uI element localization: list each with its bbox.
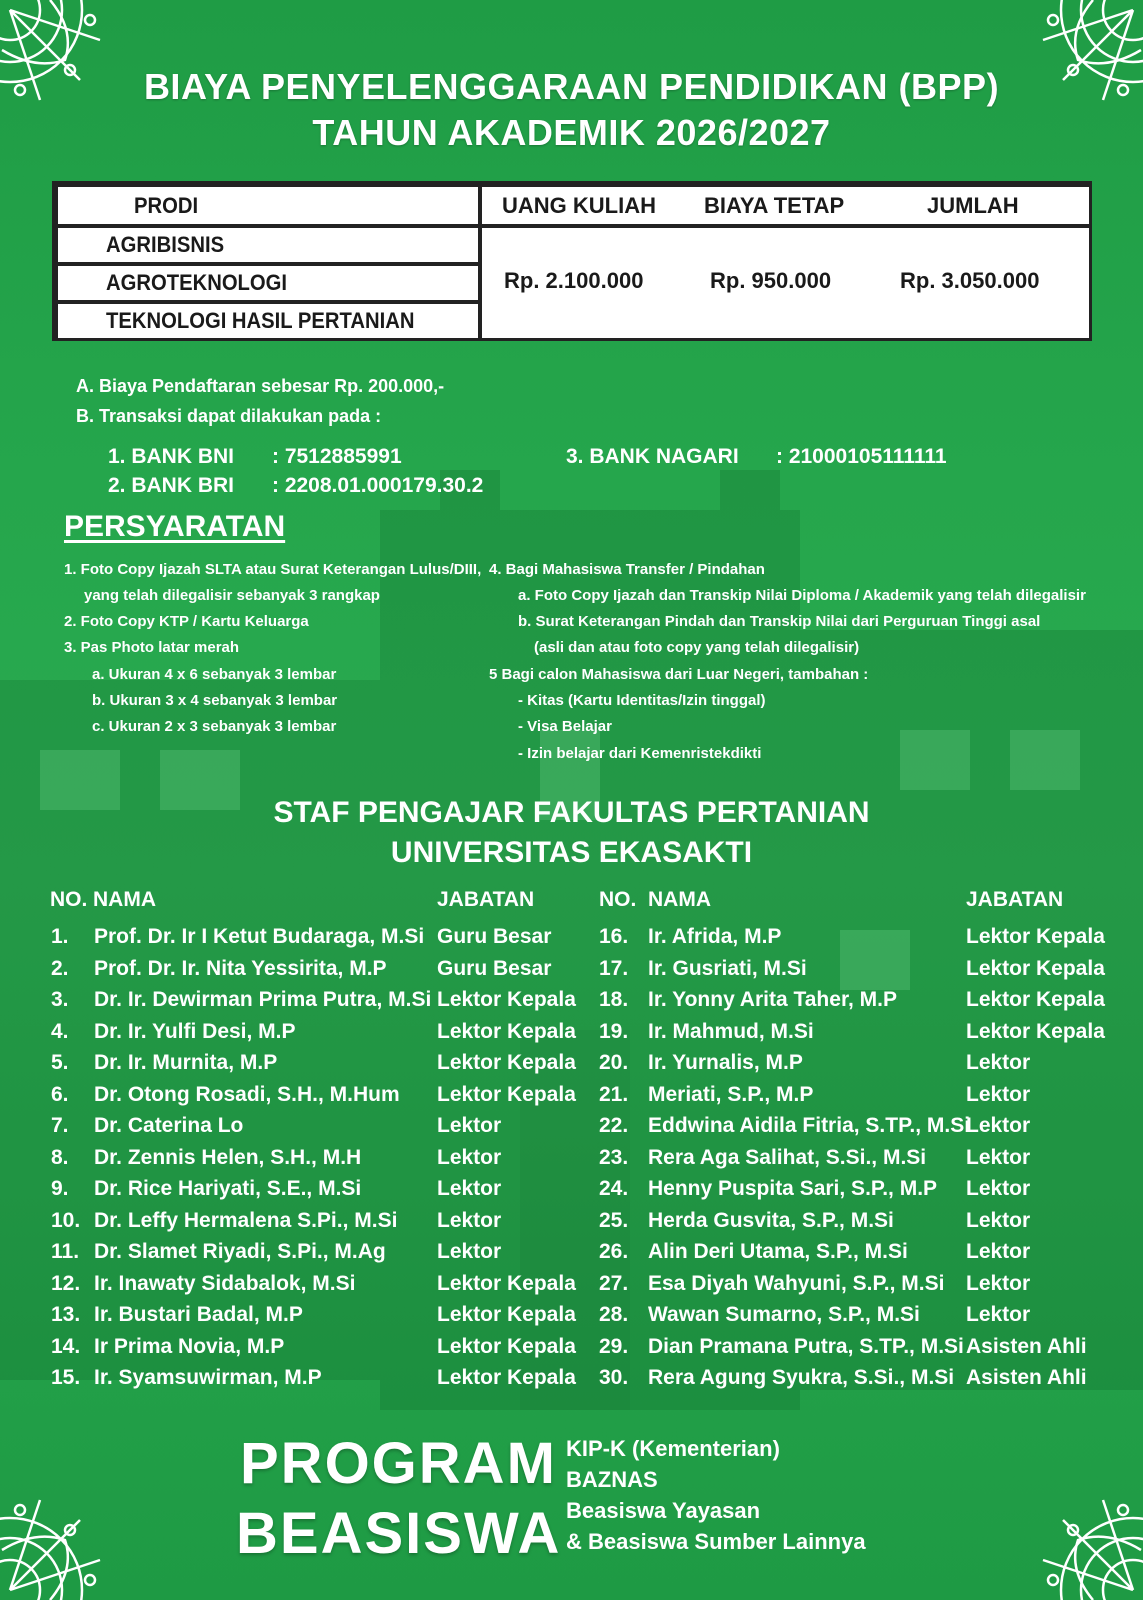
staff-position: Lektor	[966, 1271, 1031, 1295]
staff-position: Lektor Kepala	[437, 1303, 576, 1326]
staff-number: 2.	[51, 956, 69, 980]
staff-name: Ir. Bustari Badal, M.P	[94, 1303, 303, 1326]
staff-position: Lektor	[437, 1114, 502, 1137]
mandala-ornament-icon	[0, 0, 130, 130]
requirement-item: 5 Bagi calon Mahasiswa dari Luar Negeri, tambahan :	[489, 666, 869, 683]
staff-name: Prof. Dr. Ir. Nita Yessirita, M.P	[94, 956, 387, 980]
staff-number: 30.	[599, 1366, 629, 1389]
requirement-item: a. Ukuran 4 x 6 sebanyak 3 lembar	[92, 666, 337, 683]
staff-position: Lektor Kepala	[966, 956, 1105, 980]
staff-position: Lektor	[966, 1177, 1031, 1200]
staff-number: 26.	[599, 1240, 629, 1263]
transaction-text: B. Transaksi dapat dilakukan pada :	[76, 406, 382, 426]
staff-name: Rera Agung Syukra, S.Si., M.Si	[648, 1366, 955, 1389]
requirement-item: 2. Foto Copy KTP / Kartu Keluarga	[64, 613, 309, 630]
bpp-table	[52, 181, 1092, 341]
requirement-item: 4. Bagi Mahasiswa Transfer / Pindahan	[489, 561, 765, 578]
mandala-ornament-icon	[0, 1470, 130, 1600]
staff-number: 8.	[51, 1145, 69, 1169]
staff-number: 4.	[51, 1019, 69, 1043]
staff-number: 21.	[599, 1082, 629, 1106]
staff-name: Dr. Zennis Helen, S.H., M.H	[94, 1145, 362, 1169]
requirement-item: - Kitas (Kartu Identitas/Izin tinggal)	[518, 692, 766, 709]
requirement-item: 3. Pas Photo latar merah	[64, 639, 240, 656]
header-jumlah: JUMLAH	[927, 192, 1019, 218]
requirement-item: - Izin belajar dari Kemenristekdikti	[518, 745, 762, 762]
mandala-ornament-icon	[1013, 1470, 1143, 1600]
prodi-row: AGRIBISNIS	[58, 228, 478, 262]
requirement-item: c. Ukuran 2 x 3 sebanyak 3 lembar	[92, 718, 337, 735]
page-title-line2: TAHUN AKADEMIK 2026/2027	[312, 112, 831, 153]
staff-number: 19.	[599, 1019, 629, 1043]
staff-name: Dian Pramana Putra, S.TP., M.Si	[648, 1334, 964, 1358]
bank2-name: 2. BANK BRI	[108, 474, 235, 497]
staff-name: Ir. Mahmud, M.Si	[648, 1019, 814, 1043]
staff-number: 10.	[51, 1208, 81, 1232]
staff-number: 23.	[599, 1145, 629, 1169]
persyaratan-title: PERSYARATAN	[64, 510, 286, 543]
staff-number: 14.	[51, 1334, 81, 1358]
staff-name: Ir. Gusriati, M.Si	[648, 956, 807, 980]
staff-name: Esa Diyah Wahyuni, S.P., M.Si	[648, 1271, 945, 1295]
staff-position: Lektor	[437, 1240, 502, 1263]
staff-number: 27.	[599, 1271, 629, 1295]
staff-name: Ir. Yonny Arita Taher, M.P	[648, 988, 897, 1011]
staff-position: Guru Besar	[437, 925, 552, 948]
staff-number: 20.	[599, 1051, 629, 1074]
staff-number: 9.	[51, 1177, 69, 1200]
col-no-right: NO.	[599, 888, 637, 911]
scholarship-item: Beasiswa Yayasan	[566, 1498, 761, 1523]
staff-name: Dr. Slamet Riyadi, S.Pi., M.Ag	[94, 1240, 386, 1263]
staff-position: Lektor Kepala	[966, 988, 1105, 1011]
staff-name: Ir. Yurnalis, M.P	[648, 1051, 803, 1074]
staff-number: 18.	[599, 988, 629, 1011]
requirement-item: (asli dan atau foto copy yang telah dilegalisir)	[534, 639, 860, 656]
staff-number: 24.	[599, 1177, 629, 1200]
header-biaya-tetap: BIAYA TETAP	[704, 192, 845, 218]
staff-number: 15.	[51, 1366, 81, 1389]
staff-name: Eddwina Aidila Fitria, S.TP., M.Si	[648, 1114, 971, 1137]
staff-name: Dr. Otong Rosadi, S.H., M.Hum	[94, 1082, 400, 1106]
staff-position: Lektor	[437, 1145, 502, 1169]
header-prodi: PRODI	[58, 187, 478, 224]
staff-position: Lektor Kepala	[437, 1082, 576, 1106]
col-jabatan-left: JABATAN	[437, 888, 535, 911]
col-nama-left: NAMA	[93, 888, 156, 911]
staff-position: Asisten Ahli	[966, 1366, 1087, 1389]
staff-name: Rera Aga Salihat, S.Si., M.Si	[648, 1145, 927, 1169]
staff-number: 5.	[51, 1051, 69, 1074]
staff-position: Lektor Kepala	[437, 1334, 576, 1358]
prodi-row: AGROTEKNOLOGI	[58, 266, 478, 300]
staff-position: Lektor	[437, 1177, 502, 1200]
staff-position: Lektor	[966, 1145, 1031, 1169]
staff-name: Dr. Ir. Murnita, M.P	[94, 1051, 278, 1074]
col-no-left: NO.	[50, 888, 88, 911]
staff-position: Lektor Kepala	[437, 1271, 576, 1295]
requirement-item: yang telah dilegalisir sebanyak 3 rangkap	[84, 587, 380, 604]
staff-position: Lektor Kepala	[437, 1051, 576, 1074]
staff-number: 16.	[599, 925, 629, 948]
staff-name: Dr. Caterina Lo	[94, 1114, 244, 1137]
staff-number: 12.	[51, 1271, 81, 1295]
staff-position: Lektor Kepala	[437, 1366, 576, 1389]
staff-position: Asisten Ahli	[966, 1334, 1087, 1358]
staff-number: 13.	[51, 1303, 81, 1326]
staff-position: Lektor Kepala	[437, 988, 576, 1011]
staff-name: Herda Gusvita, S.P., M.Si	[648, 1208, 894, 1232]
staff-number: 17.	[599, 956, 629, 980]
staff-title-line1: STAF PENGAJAR FAKULTAS PERTANIAN	[273, 796, 870, 829]
staff-number: 7.	[51, 1114, 69, 1137]
bank3-number: : 21000105111111	[776, 445, 947, 468]
scholarship-item: BAZNAS	[566, 1467, 658, 1492]
staff-name: Dr. Ir. Dewirman Prima Putra, M.Si	[94, 988, 432, 1011]
staff-name: Dr. Leffy Hermalena S.Pi., M.Si	[94, 1208, 398, 1232]
staff-name: Alin Deri Utama, S.P., M.Si	[648, 1240, 908, 1263]
staff-title-line2: UNIVERSITAS EKASAKTI	[390, 836, 753, 869]
staff-number: 11.	[51, 1240, 80, 1263]
staff-name: Ir. Afrida, M.P	[648, 925, 782, 948]
staff-number: 29.	[599, 1334, 629, 1358]
scholarship-item: & Beasiswa Sumber Lainnya	[566, 1529, 866, 1554]
staff-position: Lektor	[966, 1208, 1031, 1232]
staff-number: 1.	[51, 925, 69, 948]
staff-name: Ir. Inawaty Sidabalok, M.Si	[94, 1271, 356, 1295]
requirement-item: - Visa Belajar	[518, 718, 612, 735]
staff-position: Lektor	[966, 1303, 1031, 1326]
staff-name: Prof. Dr. Ir I Ketut Budaraga, M.Si	[94, 925, 425, 948]
staff-position: Lektor	[966, 1114, 1031, 1137]
staff-position: Lektor Kepala	[966, 1019, 1105, 1043]
header-uang-kuliah: UANG KULIAH	[502, 192, 656, 218]
staff-position: Lektor Kepala	[437, 1019, 576, 1043]
scholarship-item: KIP-K (Kementerian)	[566, 1436, 780, 1461]
staff-name: Dr. Rice Hariyati, S.E., M.Si	[94, 1177, 362, 1200]
staff-position: Lektor Kepala	[966, 925, 1105, 948]
page-title-line1: BIAYA PENYELENGGARAAN PENDIDIKAN (BPP)	[143, 66, 1000, 107]
requirement-item: b. Surat Keterangan Pindah dan Transkip Nilai dari Perguruan Tinggi asal	[518, 613, 1041, 630]
bank3-name: 3. BANK NAGARI	[566, 445, 739, 468]
requirement-item: b. Ukuran 3 x 4 sebanyak 3 lembar	[92, 692, 338, 709]
col-nama-right: NAMA	[648, 888, 711, 911]
staff-number: 3.	[51, 988, 69, 1011]
staff-name: Meriati, S.P., M.P	[648, 1082, 814, 1106]
staff-name: Henny Puspita Sari, S.P., M.P	[648, 1177, 938, 1200]
prodi-row: TEKNOLOGI HASIL PERTANIAN	[58, 304, 478, 338]
requirement-item: a. Foto Copy Ijazah dan Transkip Nilai Diploma / Akademik yang telah dilegalisir	[518, 587, 1086, 604]
header-fees	[482, 187, 1089, 224]
requirement-item: 1. Foto Copy Ijazah SLTA atau Surat Keterangan Lulus/DIII,	[64, 561, 482, 578]
staff-number: 28.	[599, 1303, 629, 1326]
staff-name: Ir Prima Novia, M.P	[94, 1334, 285, 1358]
program-title: PROGRAM	[240, 1431, 557, 1496]
mandala-ornament-icon	[1013, 0, 1143, 130]
bank1-name: 1. BANK BNI	[108, 445, 235, 468]
jumlah-value: Rp. 3.050.000	[900, 268, 1040, 293]
staff-name: Ir. Syamsuwirman, M.P	[94, 1366, 322, 1389]
beasiswa-title: BEASISWA	[236, 1501, 562, 1566]
staff-name: Wawan Sumarno, S.P., M.Si	[648, 1303, 920, 1326]
staff-position: Lektor	[966, 1082, 1031, 1106]
staff-name: Dr. Ir. Yulfi Desi, M.P	[94, 1019, 296, 1043]
bank2-number: : 2208.01.000179.30.2	[272, 474, 484, 497]
staff-position: Guru Besar	[437, 956, 552, 980]
col-jabatan-right: JABATAN	[966, 888, 1064, 911]
registration-fee-text: A. Biaya Pendaftaran sebesar Rp. 200.000,-	[76, 376, 445, 396]
fee-values	[482, 228, 1089, 338]
staff-number: 22.	[599, 1114, 629, 1137]
staff-position: Lektor	[966, 1240, 1031, 1263]
staff-number: 6.	[51, 1082, 69, 1106]
uang-kuliah-value: Rp. 2.100.000	[504, 268, 644, 293]
bank1-number: : 7512885991	[272, 445, 402, 468]
staff-position: Lektor	[966, 1051, 1031, 1074]
biaya-tetap-value: Rp. 950.000	[710, 268, 832, 293]
staff-number: 25.	[599, 1208, 629, 1232]
staff-position: Lektor	[437, 1208, 502, 1232]
